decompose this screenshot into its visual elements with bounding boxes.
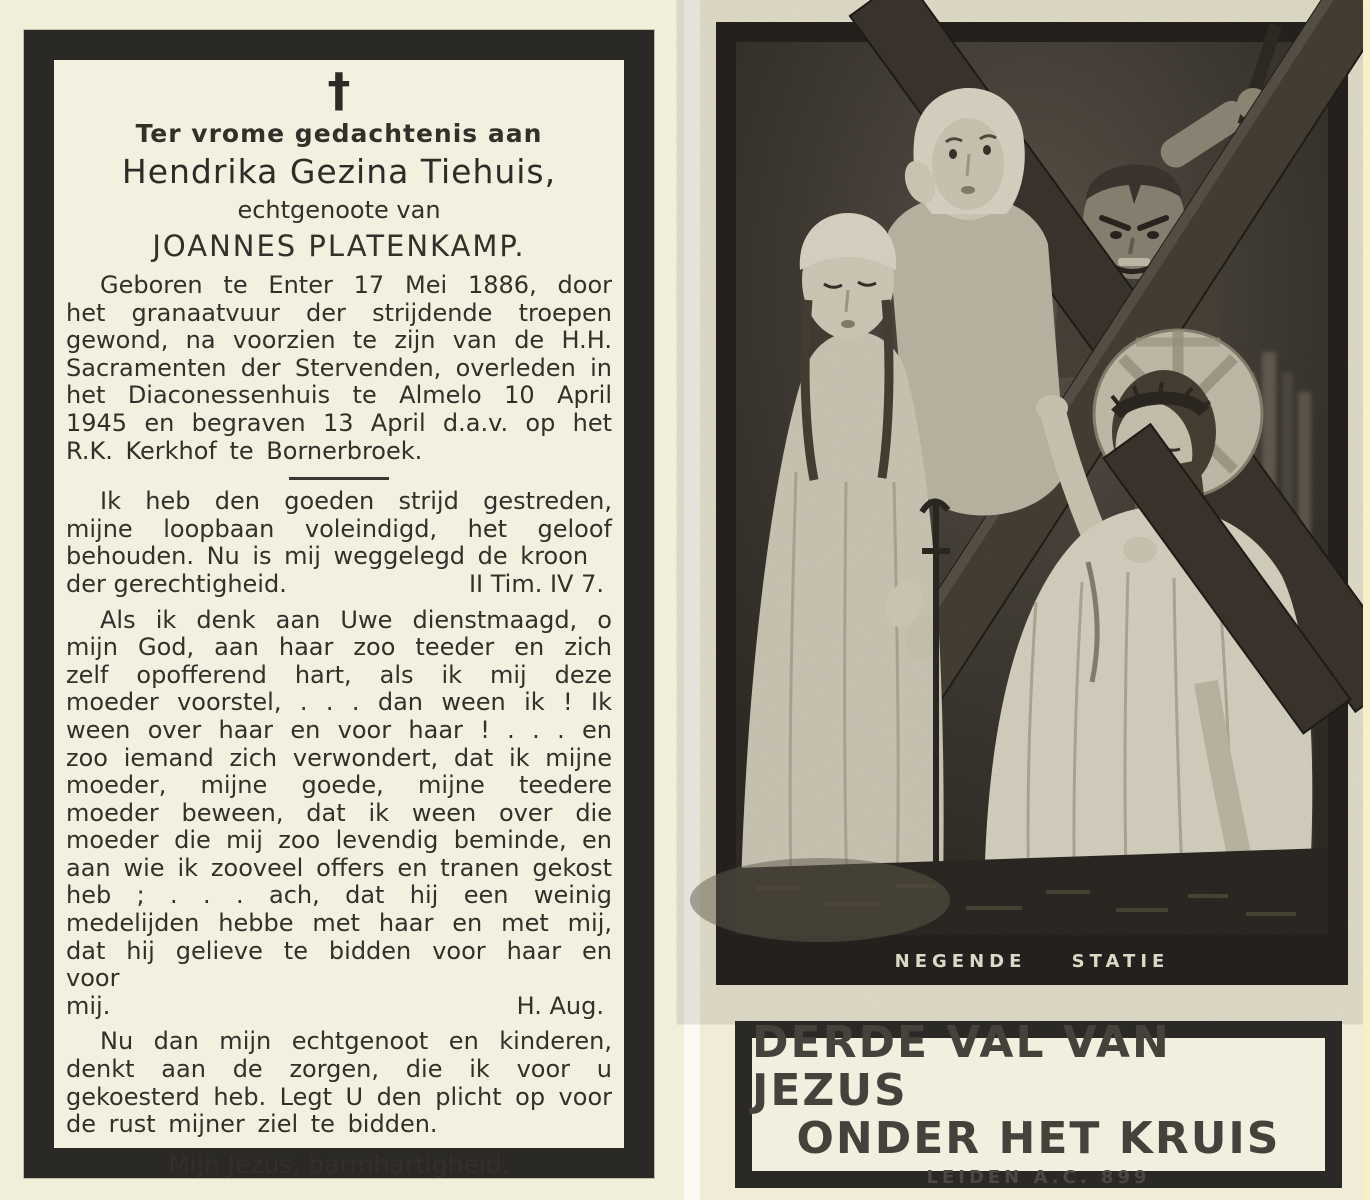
station-title-line2: ONDER HET KRUIS [796,1113,1281,1164]
spouse-intro: echtgenoote van [237,196,441,224]
section-divider [289,477,389,480]
scripture-quote: Ik heb den goeden strijd gestreden, mijne loopbaan voleindigd, het geloof behouden. Nu is mij weggelegd de kroon [66,487,612,571]
memorial-content [54,60,624,1179]
scan-edge-strip [1363,0,1370,1200]
memorial-header: Ter vrome gedachtenis aan [135,119,543,148]
spouse-name: JOANNES PLATENKAMP. [152,229,526,263]
station-caption: NEGENDE STATIE [894,951,1170,972]
illustration-page [700,0,1370,1200]
meditation-lastline [66,993,612,1021]
closing-paragraph: Nu dan mijn echtgenoot en kinderen, denkt aan de zorgen, die ik voor u gekoesterd heb. Legt U den plicht op voor de rust mijner ziel te bidden. [66,1027,612,1139]
birth-death-paragraph: Geboren te Enter 17 Mei 1886, door het granaatvuur der strijdende troepen gewond, na voorzien te zijn van de H.H. Sacramenten der Stervenden, overleden in het Diaconessenhuis te Almelo 10 April 1945 en begraven 13 April d.a.v. op het R.K. Kerkhof te Bornerbroek. [66,271,612,465]
final-prayer: Mijn Jezus, barmhartigheid. [168,1149,510,1179]
deceased-name: Hendrika Gezina Tiehuis, [121,152,557,191]
meditation-end: mij. [66,991,111,1020]
scripture-quote-lastline [66,571,612,599]
memorial-frame [24,30,654,1178]
scripture-quote-end: der gerechtigheid. [66,569,287,598]
meditation-citation: H. Aug. [516,991,604,1020]
station-title-box [735,1017,1342,1188]
ninth-station-artwork [736,42,1328,935]
scripture-citation: II Tim. IV 7. [468,569,604,598]
station-title-line1: DERDE VAL VAN JEZUS [752,1017,1171,1116]
memorial-page [0,0,684,1200]
meditation-paragraph: Als ik denk aan Uwe dienstmaagd, o mijn God, aan haar zoo teeder en zich zelf opofferend hart, als ik mij deze moeder voorstel, . . . dan ween ik ! Ik ween over haar en voor haar ! . . . en zoo iemand zich verwondert, dat ik mijne moeder, mijne goede, mijne teedere moeder beween, dat ik ween over die moeder die mij zoo levendig beminde, en aan wie ik zooveel offers en tranen gekost heb ; . . . ach, dat hij een weinig medelijden hebbe met haar en met mij, dat hij gelieve te bidden voor haar en voor [66,605,612,993]
publisher-imprint: LEIDEN A.C. 899 [926,1167,1151,1188]
station-image-frame [716,22,1348,985]
cross-icon: † [327,63,351,117]
